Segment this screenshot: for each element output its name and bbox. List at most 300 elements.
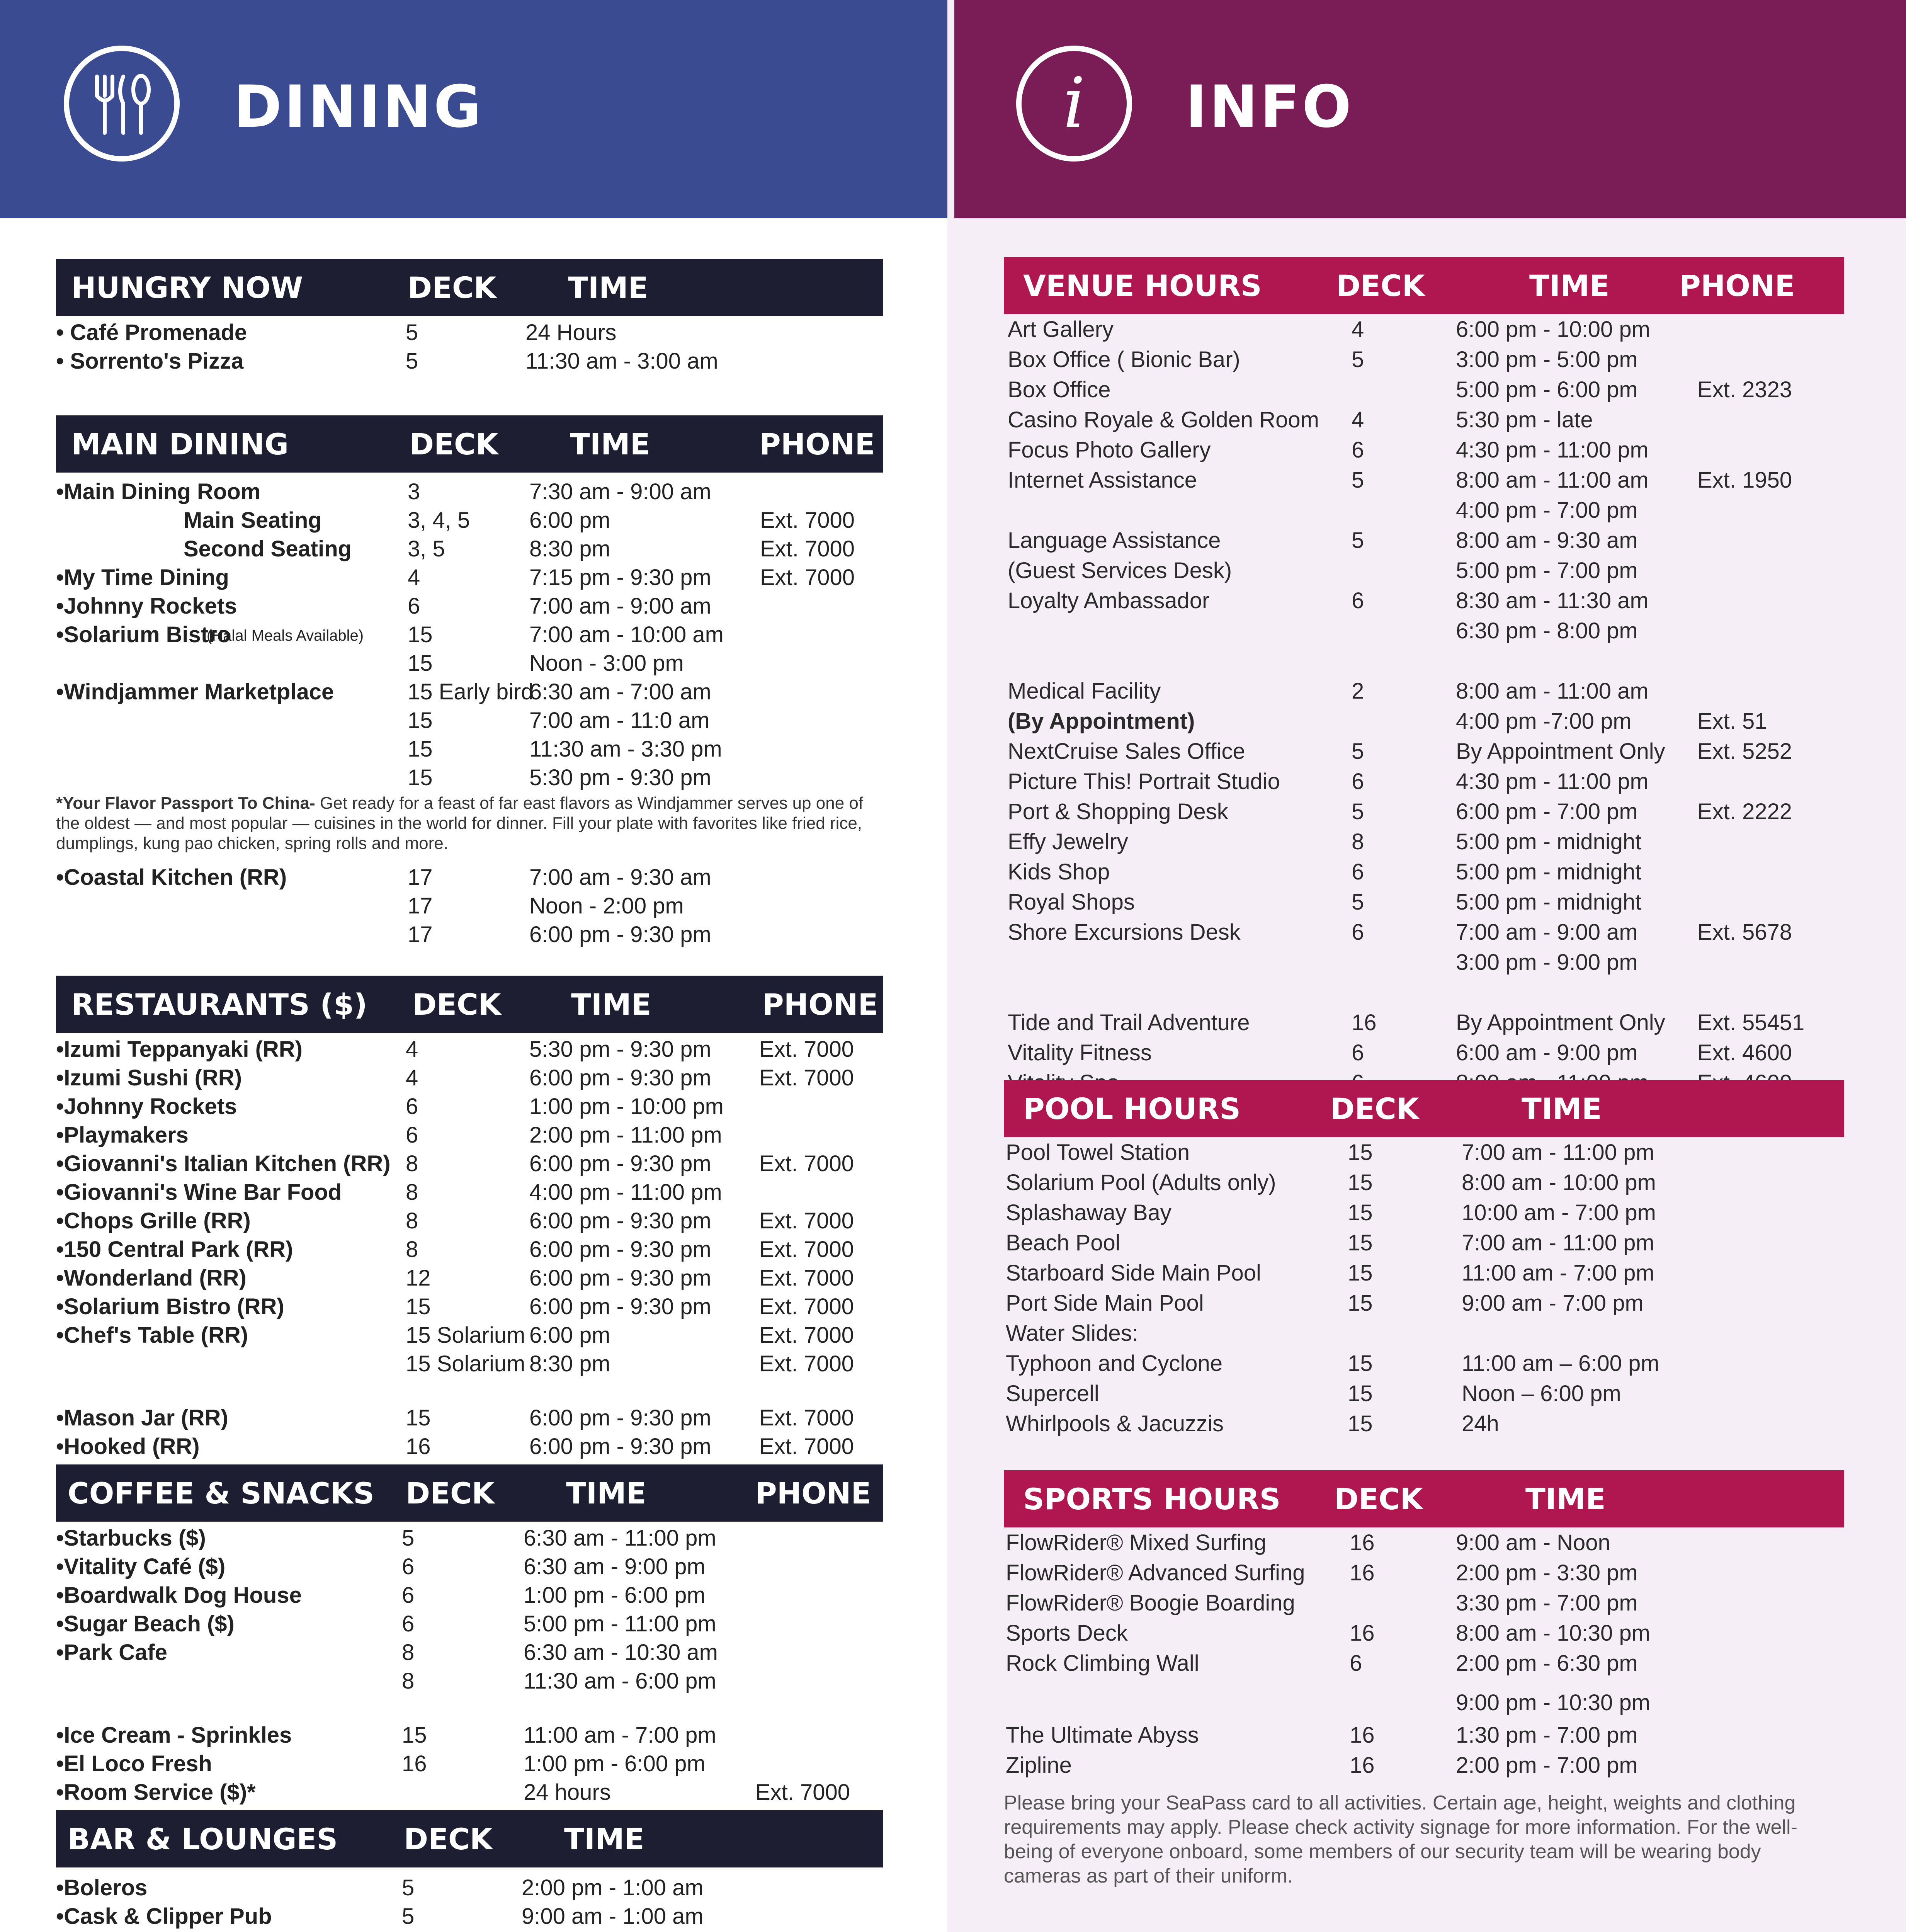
cell-time: Noon - 2:00 pm [529, 893, 684, 918]
cell-deck: 8 [402, 1640, 415, 1665]
cell-deck: 16 [402, 1751, 427, 1776]
cell-time: 5:30 pm - late [1456, 407, 1593, 432]
cell-time: 5:00 pm - 7:00 pm [1456, 558, 1638, 583]
cell-deck: 5 [402, 1875, 415, 1900]
table-row [56, 1404, 883, 1433]
table-row [56, 478, 883, 507]
cell-deck: 6 [1352, 769, 1364, 794]
table-row [56, 621, 883, 650]
cell-time: 1:00 pm - 6:00 pm [524, 1583, 706, 1608]
cell-time: 1:30 pm - 7:00 pm [1456, 1723, 1638, 1748]
cell-name: •150 Central Park (RR) [56, 1237, 293, 1262]
cell-deck: 15 [402, 1723, 427, 1748]
cell-deck: 6 [1352, 1040, 1364, 1065]
table-row [56, 1350, 883, 1379]
cell-time: Noon – 6:00 pm [1462, 1381, 1621, 1406]
cell-name: •Cask & Clipper Pub [56, 1904, 272, 1929]
cell-deck: 4 [406, 1037, 418, 1062]
safety-note: Please bring your SeaPass card to all activities. Certain age, height, weights and clothing requirements may apply. Please check activity signage for more information. For the well-being of everyone onboard, some members of our security team will be wearing body cameras as part of their uniform. [1004, 1792, 1797, 1887]
cell-deck: 5 [406, 349, 418, 374]
table-row [1004, 1379, 1844, 1409]
cell-time: 7:00 am - 10:00 am [529, 622, 724, 647]
cell-time: 6:00 pm - 9:30 pm [529, 1294, 711, 1319]
cell-phone: Ext. 51 [1697, 709, 1767, 734]
table-row [1004, 677, 1844, 707]
col-phone: PHONE [759, 427, 875, 461]
cell-phone: Ext. 7000 [759, 1434, 854, 1459]
cell-time: 3:30 pm - 7:00 pm [1456, 1590, 1638, 1616]
cell-name: •Solarium Bistro (RR) [56, 1294, 284, 1319]
cell-name: •Room Service ($)* [56, 1780, 256, 1805]
cell-deck: 17 [408, 865, 433, 890]
cell-name: Typhoon and Cyclone [1006, 1351, 1223, 1376]
cell-name: •Boleros [56, 1875, 148, 1900]
table-row [56, 507, 883, 535]
table-row [1004, 405, 1844, 435]
cell-time: 10:00 am - 7:00 pm [1462, 1200, 1656, 1225]
cell-deck: 15 [408, 651, 433, 676]
col-venue: BAR & LOUNGES [68, 1822, 338, 1856]
cell-name: Zipline [1006, 1753, 1072, 1778]
col-venue: COFFEE & SNACKS [68, 1476, 374, 1510]
cell-time: 6:30 am - 10:30 am [524, 1640, 718, 1665]
dining-title: DINING [234, 73, 484, 141]
cell-time: 4:00 pm - 7:00 pm [1456, 498, 1638, 523]
cell-deck: 16 [1350, 1530, 1375, 1555]
table-row [1004, 1168, 1844, 1198]
table-row [1004, 1688, 1844, 1718]
hungry-now-header [56, 259, 883, 316]
cell-deck: 15 [406, 1294, 431, 1319]
cell-name: Starboard Side Main Pool [1006, 1260, 1261, 1286]
cell-time: 6:00 pm - 7:00 pm [1456, 799, 1638, 824]
table-row [1004, 435, 1844, 466]
cell-deck: 6 [1352, 437, 1364, 463]
col-time: TIME [564, 1822, 644, 1856]
table-row [56, 535, 883, 564]
col-venue: HUNGRY NOW [71, 270, 303, 305]
table-row [1004, 1259, 1844, 1289]
cell-name: •Wonderland (RR) [56, 1265, 247, 1291]
table-row [56, 1321, 883, 1350]
cell-phone: Ext. 5252 [1697, 739, 1792, 764]
info-banner [954, 0, 1906, 218]
cell-time: 3:00 pm - 5:00 pm [1456, 347, 1638, 372]
cell-deck: 4 [406, 1065, 418, 1090]
cell-time: 8:30 pm [529, 536, 610, 561]
table-row [1004, 888, 1844, 918]
table-row [56, 1179, 883, 1207]
cell-time: 2:00 pm - 1:00 am [522, 1875, 704, 1900]
cell-time: 4:30 pm - 11:00 pm [1456, 769, 1649, 794]
table-row [1004, 707, 1844, 737]
table-row [56, 921, 883, 949]
cell-name: Focus Photo Gallery [1008, 437, 1211, 463]
table-row [56, 564, 883, 592]
table-row [1004, 1008, 1844, 1038]
cell-name: •Coastal Kitchen (RR) [56, 865, 287, 890]
cell-time: 7:00 am - 11:00 pm [1462, 1230, 1654, 1255]
info-icon: i [1016, 46, 1132, 162]
cell-deck: 16 [406, 1434, 431, 1459]
cell-name: Art Gallery [1008, 317, 1114, 342]
cell-phone: Ext. 7000 [755, 1780, 850, 1805]
sports-hours-header [1004, 1470, 1844, 1527]
cell-name: Box Office [1008, 377, 1111, 402]
table-row [1004, 767, 1844, 797]
cell-phone: Ext. 7000 [759, 1208, 854, 1233]
cell-deck: 8 [406, 1208, 418, 1233]
cell-name: •Starbucks ($) [56, 1526, 206, 1551]
cell-name: FlowRider® Mixed Surfing [1006, 1530, 1267, 1555]
table-row [56, 592, 883, 621]
table-row [56, 1150, 883, 1179]
cell-time: 7:15 pm - 9:30 pm [529, 565, 711, 590]
cell-time: 7:00 am - 11:0 am [529, 708, 710, 733]
table-row [56, 1779, 883, 1807]
cell-deck: 6 [406, 1094, 418, 1119]
col-deck: DECK [412, 987, 501, 1022]
cell-time: 9:00 am - 7:00 pm [1462, 1291, 1644, 1316]
cell-name: Shore Excursions Desk [1008, 920, 1241, 945]
cell-time: 5:00 pm - midnight [1456, 829, 1642, 854]
cell-deck: 15 [1348, 1381, 1373, 1406]
cell-name: •Playmakers [56, 1122, 189, 1148]
cell-time: 6:30 am - 7:00 am [529, 679, 711, 704]
cell-time: 4:00 pm - 11:00 pm [529, 1180, 722, 1205]
cell-time: 6:30 pm - 8:00 pm [1456, 618, 1638, 643]
cell-time: 11:30 am - 3:00 am [525, 349, 718, 374]
cell-phone: Ext. 2222 [1697, 799, 1792, 824]
cell-name: •Vitality Café ($) [56, 1554, 226, 1579]
cell-deck: 6 [1352, 920, 1364, 945]
cell-time: 6:00 pm - 9:30 pm [529, 1151, 711, 1176]
table-row [56, 1093, 883, 1121]
cell-deck: 5 [402, 1904, 415, 1929]
col-time: TIME [571, 987, 651, 1022]
cell-time: Noon - 3:00 pm [529, 651, 684, 676]
col-venue: SPORTS HOURS [1023, 1482, 1281, 1516]
col-time: TIME [1525, 1482, 1606, 1516]
cell-name: •Mason Jar (RR) [56, 1405, 228, 1430]
cell-time: 2:00 pm - 6:30 pm [1456, 1651, 1638, 1676]
cell-name: Tide and Trail Adventure [1008, 1010, 1250, 1035]
cell-name: Port Side Main Pool [1006, 1291, 1204, 1316]
cell-name: •Izumi Teppanyaki (RR) [56, 1037, 303, 1062]
cell-deck: 15 [1348, 1411, 1373, 1436]
cell-deck: 8 [406, 1180, 418, 1205]
cell-phone: Ext. 7000 [760, 508, 855, 533]
cell-time: 7:00 am - 9:00 am [529, 594, 711, 619]
col-venue: RESTAURANTS ($) [71, 987, 367, 1022]
cell-time: 11:00 am - 7:00 pm [524, 1723, 716, 1748]
cell-name: Picture This! Portrait Studio [1008, 769, 1280, 794]
table-row [1004, 1289, 1844, 1319]
col-deck: DECK [410, 427, 498, 461]
cell-time: 6:00 pm - 9:30 pm [529, 1065, 711, 1090]
cell-time: 5:00 pm - 6:00 pm [1456, 377, 1638, 402]
cell-phone: Ext. 2323 [1697, 377, 1792, 402]
dining-banner [0, 0, 947, 218]
cell-phone: Ext. 7000 [759, 1351, 854, 1376]
cell-name: Sports Deck [1006, 1621, 1128, 1646]
cell-deck: 6 [1350, 1651, 1362, 1676]
cell-name: •Chops Grille (RR) [56, 1208, 251, 1233]
col-deck: DECK [408, 270, 496, 305]
cell-phone: Ext. 7000 [759, 1323, 854, 1348]
table-row [1004, 857, 1844, 888]
table-row [56, 735, 883, 764]
cell-time: 6:30 am - 11:00 pm [524, 1526, 716, 1551]
table-row [1004, 466, 1844, 496]
cell-deck: 4 [1352, 317, 1364, 342]
table-row [56, 1036, 883, 1064]
table-row [56, 1639, 883, 1667]
table-row [56, 1264, 883, 1293]
cell-name: Medical Facility [1008, 679, 1161, 704]
cell-time: 6:00 pm - 10:00 pm [1456, 317, 1650, 342]
table-row [56, 319, 883, 347]
cell-name: • Café Promenade [56, 320, 247, 345]
cell-phone: Ext. 1950 [1697, 468, 1792, 493]
table-row [1004, 1038, 1844, 1068]
cell-time: 9:00 am - 1:00 am [522, 1904, 704, 1929]
col-deck: DECK [406, 1476, 495, 1510]
cell-deck: 3, 4, 5 [408, 508, 470, 533]
table-row [1004, 1409, 1844, 1439]
table-row [1004, 1649, 1844, 1679]
info-title: INFO [1185, 73, 1354, 141]
col-phone: PHONE [755, 1476, 871, 1510]
cell-time: 6:00 pm - 9:30 pm [529, 922, 711, 947]
table-row [1004, 1198, 1844, 1228]
cell-deck: 16 [1352, 1010, 1377, 1035]
cell-name: •El Loco Fresh [56, 1751, 212, 1776]
table-row [1004, 1138, 1844, 1168]
table-row [1004, 1349, 1844, 1379]
cell-phone: Ext. 7000 [759, 1065, 854, 1090]
cell-name: •Boardwalk Dog House [56, 1583, 302, 1608]
table-row [56, 892, 883, 921]
cell-deck: 3 [408, 479, 420, 504]
cell-deck: 6 [408, 594, 420, 619]
cell-name: Box Office ( Bionic Bar) [1008, 347, 1240, 372]
venue-hours-header [1004, 257, 1844, 314]
cell-name: Second Seating [184, 536, 352, 561]
cell-deck: 8 [402, 1668, 415, 1694]
cell-time: 2:00 pm - 3:30 pm [1456, 1560, 1638, 1585]
cell-time: 3:00 pm - 9:00 pm [1456, 950, 1638, 975]
cell-time: 8:30 pm [529, 1351, 610, 1376]
table-row [56, 1721, 883, 1750]
cell-time: 11:30 am - 6:00 pm [524, 1668, 716, 1694]
utensils-icon [64, 46, 180, 162]
cell-time: 2:00 pm - 7:00 pm [1456, 1753, 1638, 1778]
cell-deck: 16 [1350, 1753, 1375, 1778]
table-row [1004, 797, 1844, 827]
cell-deck: 5 [1352, 799, 1364, 824]
table-row [56, 1293, 883, 1321]
cell-time: 8:00 am - 11:00 am [1456, 679, 1649, 704]
cell-name: Water Slides: [1006, 1321, 1138, 1346]
cell-deck: 15 [408, 736, 433, 762]
cell-time: 6:00 am - 9:00 pm [1456, 1040, 1638, 1065]
cell-time: 5:30 pm - 9:30 pm [529, 765, 711, 790]
cell-time: By Appointment Only [1456, 1010, 1665, 1035]
cell-time: 7:00 am - 9:30 am [529, 865, 711, 890]
cell-time: 6:00 pm - 9:30 pm [529, 1405, 711, 1430]
cell-deck: 15 [406, 1405, 431, 1430]
cell-time: 6:00 pm [529, 1323, 610, 1348]
cell-name: Casino Royale & Golden Room [1008, 407, 1319, 432]
cell-time: 2:00 pm - 11:00 pm [529, 1122, 722, 1148]
table-row [1004, 496, 1844, 526]
table-row [56, 1582, 883, 1610]
table-row [1004, 1228, 1844, 1259]
cell-time: 5:00 pm - midnight [1456, 889, 1642, 915]
cell-phone: Ext. 7000 [760, 536, 855, 561]
cell-time: 8:00 am - 10:30 pm [1456, 1621, 1650, 1646]
cell-name: •Giovanni's Wine Bar Food [56, 1180, 342, 1205]
cell-name: Rock Climbing Wall [1006, 1651, 1199, 1676]
cell-name: •Windjammer Marketplace [56, 679, 334, 704]
table-row [56, 1433, 883, 1461]
col-time: TIME [570, 427, 650, 461]
pool-hours-header [1004, 1080, 1844, 1137]
table-row [1004, 345, 1844, 375]
cell-deck: 5 [406, 320, 418, 345]
col-deck: DECK [1334, 1482, 1423, 1516]
cell-deck: 15 [1348, 1200, 1373, 1225]
cell-time: 6:00 pm - 9:30 pm [529, 1265, 711, 1291]
table-row [1004, 1588, 1844, 1619]
cell-deck: 6 [402, 1611, 415, 1636]
table-row [56, 1903, 883, 1931]
cell-time: 6:00 pm - 9:30 pm [529, 1434, 711, 1459]
cell-time: 1:00 pm - 6:00 pm [524, 1751, 706, 1776]
col-phone: PHONE [762, 987, 878, 1022]
main-dining-header [56, 415, 883, 473]
table-row [1004, 1558, 1844, 1588]
cell-name: •Giovanni's Italian Kitchen (RR) [56, 1151, 391, 1176]
table-row [1004, 526, 1844, 556]
cell-phone: Ext. 7000 [759, 1151, 854, 1176]
cell-name: NextCruise Sales Office [1008, 739, 1245, 764]
table-row [1004, 616, 1844, 646]
cell-deck: 15 Early bird [408, 679, 534, 704]
table-row [56, 1524, 883, 1553]
cell-phone: Ext. 5678 [1697, 920, 1792, 945]
col-deck: DECK [404, 1822, 493, 1856]
cell-name: FlowRider® Advanced Surfing [1006, 1560, 1305, 1585]
cell-time: 11:00 am - 7:00 pm [1462, 1260, 1654, 1286]
bar-lounges-header [56, 1810, 883, 1867]
cell-time: 7:00 am - 9:00 am [1456, 920, 1638, 945]
cell-time: 8:30 am - 11:30 am [1456, 588, 1649, 613]
cell-phone: Ext. 55451 [1697, 1010, 1805, 1035]
cell-deck: 6 [402, 1554, 415, 1579]
table-row [1004, 315, 1844, 345]
col-venue: MAIN DINING [71, 427, 289, 461]
cell-time: 24 Hours [525, 320, 617, 345]
cell-time: 8:00 am - 11:00 am [1456, 468, 1649, 493]
cell-name: •My Time Dining [56, 565, 229, 590]
cell-name: •Hooked (RR) [56, 1434, 200, 1459]
col-deck: DECK [1336, 269, 1425, 303]
cell-deck: 6 [402, 1583, 415, 1608]
cell-deck: 16 [1350, 1560, 1375, 1585]
cell-name: FlowRider® Boogie Boarding [1006, 1590, 1295, 1616]
table-row [1004, 556, 1844, 586]
cell-phone: Ext. 7000 [760, 565, 855, 590]
cell-name: Splashaway Bay [1006, 1200, 1171, 1225]
cell-deck: 6 [406, 1122, 418, 1148]
cell-deck: 8 [1352, 829, 1364, 854]
cell-deck: 16 [1350, 1621, 1375, 1646]
cell-deck: 15 [1348, 1230, 1373, 1255]
cell-deck: 2 [1352, 679, 1364, 704]
cell-name: •Johnny Rockets [56, 1094, 237, 1119]
cell-name: Internet Assistance [1008, 468, 1197, 493]
cell-sub: (Halal Meals Available) [207, 627, 364, 644]
cell-name: Pool Towel Station [1006, 1140, 1190, 1165]
cell-phone: Ext. 7000 [759, 1405, 854, 1430]
col-time: TIME [1522, 1092, 1602, 1126]
cell-time: 24 hours [524, 1780, 611, 1805]
cell-name: Language Assistance [1008, 528, 1221, 553]
table-row [1004, 586, 1844, 616]
cell-time: 11:00 am – 6:00 pm [1462, 1351, 1659, 1376]
cell-deck: 15 Solarium [406, 1323, 525, 1348]
cell-time: 7:00 am - 11:00 pm [1462, 1140, 1654, 1165]
cell-deck: 16 [1350, 1723, 1375, 1748]
cell-time: 8:00 am - 9:30 am [1456, 528, 1638, 553]
table-row [1004, 737, 1844, 767]
table-row [56, 1207, 883, 1236]
cell-time: 4:00 pm -7:00 pm [1456, 709, 1632, 734]
cell-time: 1:00 pm - 10:00 pm [529, 1094, 724, 1119]
cell-deck: 8 [406, 1151, 418, 1176]
cell-time: 5:00 pm - midnight [1456, 859, 1642, 884]
table-row [56, 347, 883, 376]
restaurants-header [56, 976, 883, 1033]
cell-deck: 12 [406, 1265, 431, 1291]
table-row [1004, 1721, 1844, 1751]
col-venue: VENUE HOURS [1023, 269, 1262, 303]
table-row [56, 1553, 883, 1582]
cell-name: Kids Shop [1008, 859, 1110, 884]
cell-name: Port & Shopping Desk [1008, 799, 1228, 824]
cell-time: 4:30 pm - 11:00 pm [1456, 437, 1649, 463]
table-row [1004, 827, 1844, 857]
cell-deck: 15 [408, 708, 433, 733]
cell-phone: Ext. 7000 [759, 1237, 854, 1262]
cell-time: 9:00 am - Noon [1456, 1530, 1610, 1555]
cell-name: •Main Dining Room [56, 479, 261, 504]
col-deck: DECK [1330, 1092, 1419, 1126]
cell-deck: 4 [408, 565, 420, 590]
coffee-snacks-header [56, 1464, 883, 1522]
cell-name: •Johnny Rockets [56, 594, 237, 619]
col-time: TIME [568, 270, 648, 305]
table-row [56, 1874, 883, 1903]
cell-deck: 5 [1352, 739, 1364, 764]
table-row [56, 678, 883, 707]
cell-deck: 5 [1352, 468, 1364, 493]
col-phone: PHONE [1679, 269, 1795, 303]
cell-deck: 15 [1348, 1351, 1373, 1376]
cell-deck: 5 [402, 1526, 415, 1551]
